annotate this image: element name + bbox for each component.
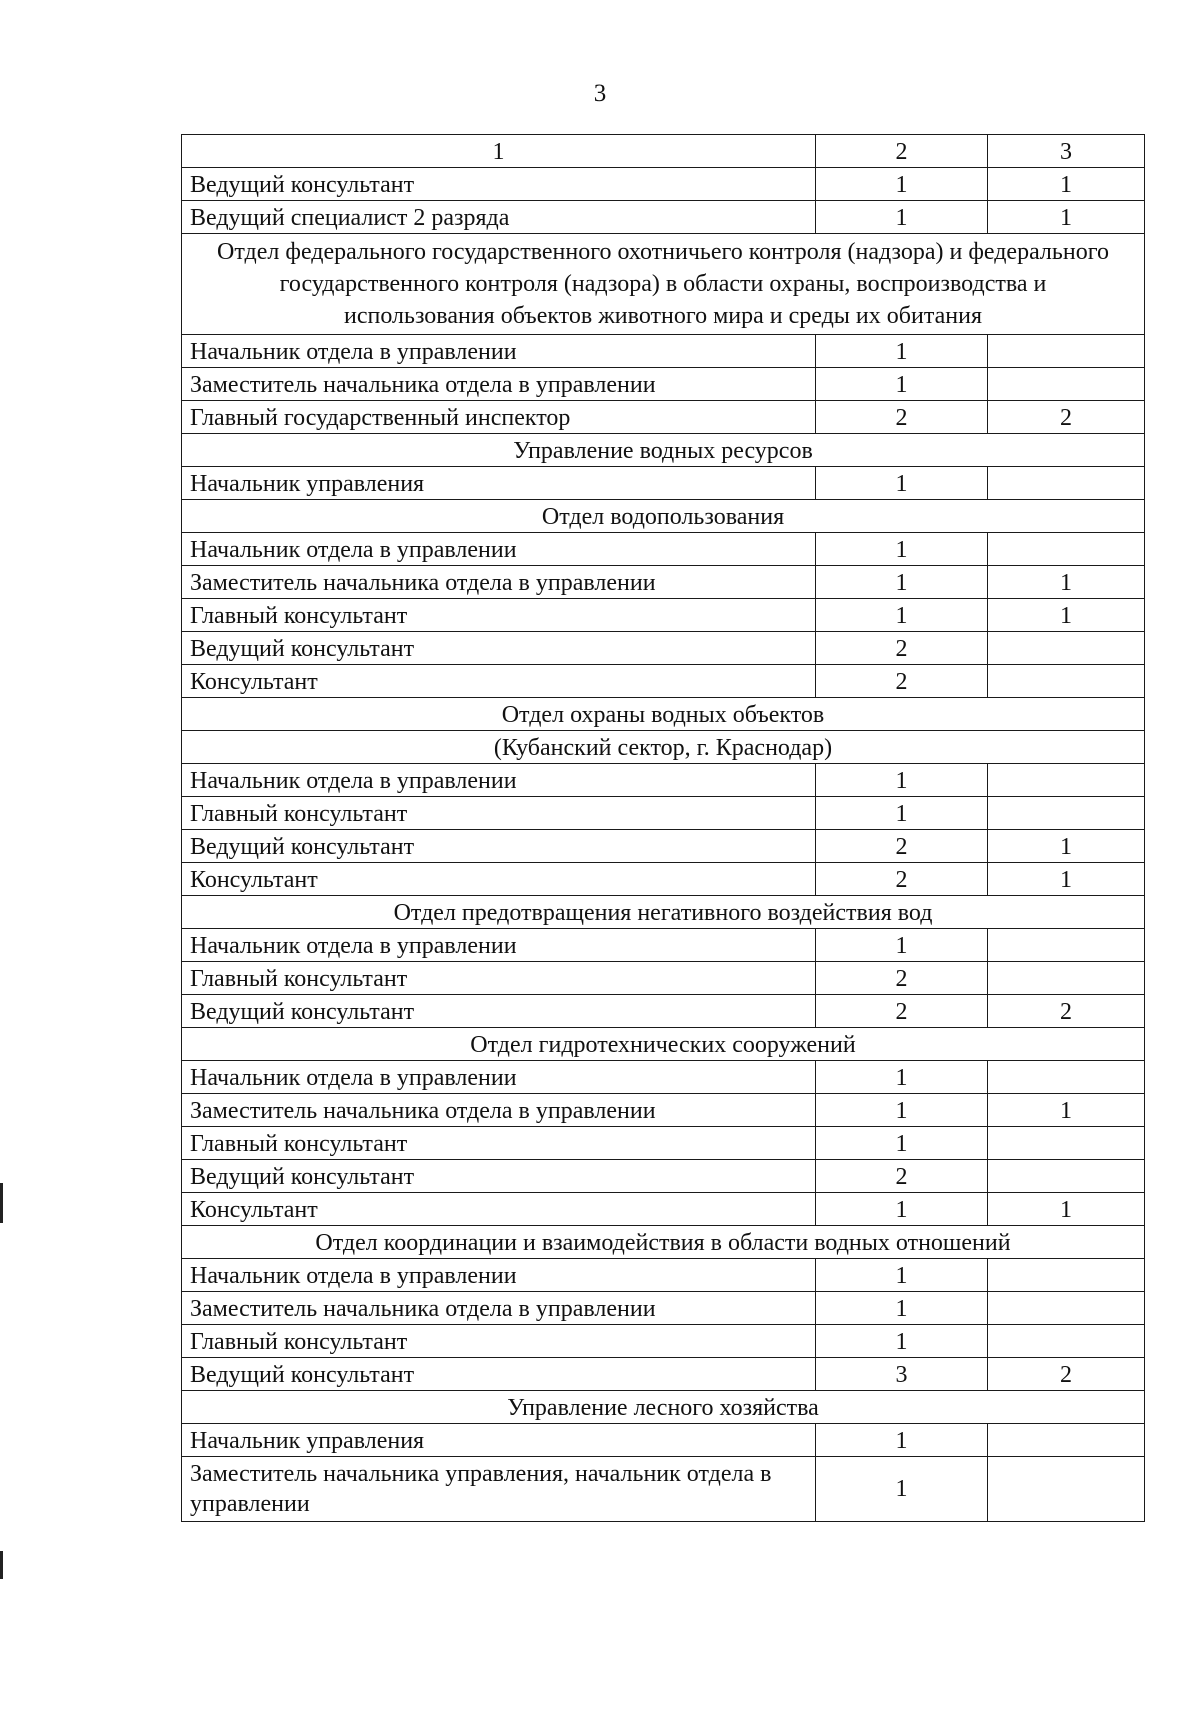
- table-row: [182, 1094, 1145, 1127]
- table-row: [182, 168, 1145, 201]
- column-3-count: 1: [988, 863, 1145, 896]
- column-2-count: 1: [816, 533, 988, 566]
- column-3-count: 2: [988, 995, 1145, 1028]
- position-title: Ведущий консультант: [182, 632, 816, 665]
- section-header-row: [182, 731, 1145, 764]
- table-row: [182, 863, 1145, 896]
- table-row: [182, 830, 1145, 863]
- table-row: [182, 995, 1145, 1028]
- column-3-count: [988, 929, 1145, 962]
- section-header-row: [182, 1391, 1145, 1424]
- section-header-row: [182, 500, 1145, 533]
- scan-margin-mark: [0, 1551, 3, 1579]
- column-3-count: [988, 368, 1145, 401]
- position-title: Ведущий специалист 2 разряда: [182, 201, 816, 234]
- column-3-count: [988, 1292, 1145, 1325]
- column-3-count: [988, 1325, 1145, 1358]
- position-title: Ведущий консультант: [182, 830, 816, 863]
- table-row: [182, 533, 1145, 566]
- position-title: Заместитель начальника отдела в управлении: [182, 566, 816, 599]
- position-title: Ведущий консультант: [182, 1358, 816, 1391]
- column-2-count: 2: [816, 995, 988, 1028]
- column-2-count: 1: [816, 368, 988, 401]
- column-3-count: [988, 1127, 1145, 1160]
- section-title: Отдел гидротехнических сооружений: [182, 1028, 1145, 1061]
- table-row: [182, 1358, 1145, 1391]
- column-2-count: 1: [816, 1193, 988, 1226]
- column-2-count: 2: [816, 830, 988, 863]
- column-2-count: 2: [816, 1160, 988, 1193]
- section-title: Отдел федерального государственного охотничьего контроля (надзора) и федерального государственного контроля (надзора) в области охраны, воспроизводства и использования объектов животного мира и среды их обитания: [182, 234, 1145, 335]
- position-title: Главный консультант: [182, 797, 816, 830]
- column-3-count: [988, 335, 1145, 368]
- column-3-count: 1: [988, 168, 1145, 201]
- column-2-count: 2: [816, 401, 988, 434]
- column-header-2: 2: [816, 135, 988, 168]
- position-title: Главный государственный инспектор: [182, 401, 816, 434]
- table-row: [182, 599, 1145, 632]
- table-row: [182, 1193, 1145, 1226]
- position-title: Главный консультант: [182, 1325, 816, 1358]
- table-row: [182, 962, 1145, 995]
- position-title: Ведущий консультант: [182, 995, 816, 1028]
- column-3-count: [988, 1457, 1145, 1522]
- column-2-count: 1: [816, 599, 988, 632]
- column-2-count: 2: [816, 665, 988, 698]
- column-3-count: [988, 1424, 1145, 1457]
- table-row: [182, 665, 1145, 698]
- position-title: Главный консультант: [182, 1127, 816, 1160]
- section-title: Отдел водопользования: [182, 500, 1145, 533]
- column-2-count: 1: [816, 1094, 988, 1127]
- table-row: [182, 1325, 1145, 1358]
- column-header-3: 3: [988, 135, 1145, 168]
- column-2-count: 1: [816, 797, 988, 830]
- staffing-table-body: [182, 135, 1145, 1522]
- position-title: Начальник управления: [182, 467, 816, 500]
- table-row: [182, 1424, 1145, 1457]
- table-row: [182, 401, 1145, 434]
- position-title: Начальник управления: [182, 1424, 816, 1457]
- column-3-count: 1: [988, 830, 1145, 863]
- column-3-count: 1: [988, 1094, 1145, 1127]
- column-2-count: 1: [816, 1457, 988, 1522]
- position-title: Начальник отдела в управлении: [182, 1061, 816, 1094]
- column-2-count: 2: [816, 962, 988, 995]
- table-row: [182, 764, 1145, 797]
- column-2-count: 1: [816, 929, 988, 962]
- column-3-count: [988, 797, 1145, 830]
- column-header-1: 1: [182, 135, 816, 168]
- section-title: (Кубанский сектор, г. Краснодар): [182, 731, 1145, 764]
- position-title: Начальник отдела в управлении: [182, 335, 816, 368]
- table-row: [182, 1127, 1145, 1160]
- section-title: Отдел охраны водных объектов: [182, 698, 1145, 731]
- position-title: Ведущий консультант: [182, 168, 816, 201]
- position-title: Консультант: [182, 665, 816, 698]
- column-3-count: 1: [988, 566, 1145, 599]
- table-row: [182, 1259, 1145, 1292]
- column-2-count: 3: [816, 1358, 988, 1391]
- column-3-count: 2: [988, 401, 1145, 434]
- position-title: Заместитель начальника отдела в управлении: [182, 1094, 816, 1127]
- position-title: Главный консультант: [182, 599, 816, 632]
- position-title: Заместитель начальника отдела в управлении: [182, 368, 816, 401]
- table-row: [182, 201, 1145, 234]
- column-2-count: 2: [816, 863, 988, 896]
- table-row: [182, 368, 1145, 401]
- column-3-count: [988, 533, 1145, 566]
- column-2-count: 1: [816, 467, 988, 500]
- column-2-count: 1: [816, 1292, 988, 1325]
- table-row: [182, 1160, 1145, 1193]
- column-3-count: 2: [988, 1358, 1145, 1391]
- column-2-count: 1: [816, 1127, 988, 1160]
- column-2-count: 1: [816, 566, 988, 599]
- staffing-table: [181, 134, 1145, 1522]
- column-2-count: 1: [816, 335, 988, 368]
- column-2-count: 1: [816, 168, 988, 201]
- section-title: Управление лесного хозяйства: [182, 1391, 1145, 1424]
- position-title: Заместитель начальника отдела в управлении: [182, 1292, 816, 1325]
- scan-margin-mark: [0, 1183, 3, 1223]
- column-2-count: 1: [816, 1259, 988, 1292]
- section-header-row: [182, 698, 1145, 731]
- column-2-count: 1: [816, 1061, 988, 1094]
- column-3-count: [988, 632, 1145, 665]
- table-row: [182, 335, 1145, 368]
- column-3-count: [988, 665, 1145, 698]
- position-title: Ведущий консультант: [182, 1160, 816, 1193]
- position-title: Начальник отдела в управлении: [182, 929, 816, 962]
- section-title: Отдел предотвращения негативного воздействия вод: [182, 896, 1145, 929]
- column-2-count: 1: [816, 764, 988, 797]
- column-2-count: 1: [816, 1424, 988, 1457]
- column-3-count: 1: [988, 201, 1145, 234]
- column-3-count: [988, 1160, 1145, 1193]
- column-2-count: 2: [816, 632, 988, 665]
- position-title: Начальник отдела в управлении: [182, 764, 816, 797]
- section-header-row: [182, 1226, 1145, 1259]
- column-3-count: [988, 764, 1145, 797]
- column-3-count: [988, 962, 1145, 995]
- position-title: Начальник отдела в управлении: [182, 533, 816, 566]
- section-header-row: [182, 896, 1145, 929]
- position-title: Консультант: [182, 863, 816, 896]
- column-3-count: 1: [988, 599, 1145, 632]
- table-row: [182, 1457, 1145, 1522]
- column-3-count: [988, 467, 1145, 500]
- section-header-row: [182, 234, 1145, 335]
- column-3-count: [988, 1061, 1145, 1094]
- position-title: Консультант: [182, 1193, 816, 1226]
- table-row: [182, 467, 1145, 500]
- section-title: Отдел координации и взаимодействия в области водных отношений: [182, 1226, 1145, 1259]
- column-3-count: 1: [988, 1193, 1145, 1226]
- table-row: [182, 566, 1145, 599]
- table-row: [182, 797, 1145, 830]
- table-row: [182, 632, 1145, 665]
- page-number: 3: [593, 80, 607, 107]
- position-title: Начальник отдела в управлении: [182, 1259, 816, 1292]
- table-header-row: [182, 135, 1145, 168]
- table-row: [182, 1061, 1145, 1094]
- section-header-row: [182, 1028, 1145, 1061]
- column-3-count: [988, 1259, 1145, 1292]
- table-row: [182, 929, 1145, 962]
- section-title: Управление водных ресурсов: [182, 434, 1145, 467]
- position-title: Заместитель начальника управления, начальник отдела в управлении: [182, 1457, 816, 1522]
- column-2-count: 1: [816, 201, 988, 234]
- section-header-row: [182, 434, 1145, 467]
- position-title: Главный консультант: [182, 962, 816, 995]
- table-row: [182, 1292, 1145, 1325]
- column-2-count: 1: [816, 1325, 988, 1358]
